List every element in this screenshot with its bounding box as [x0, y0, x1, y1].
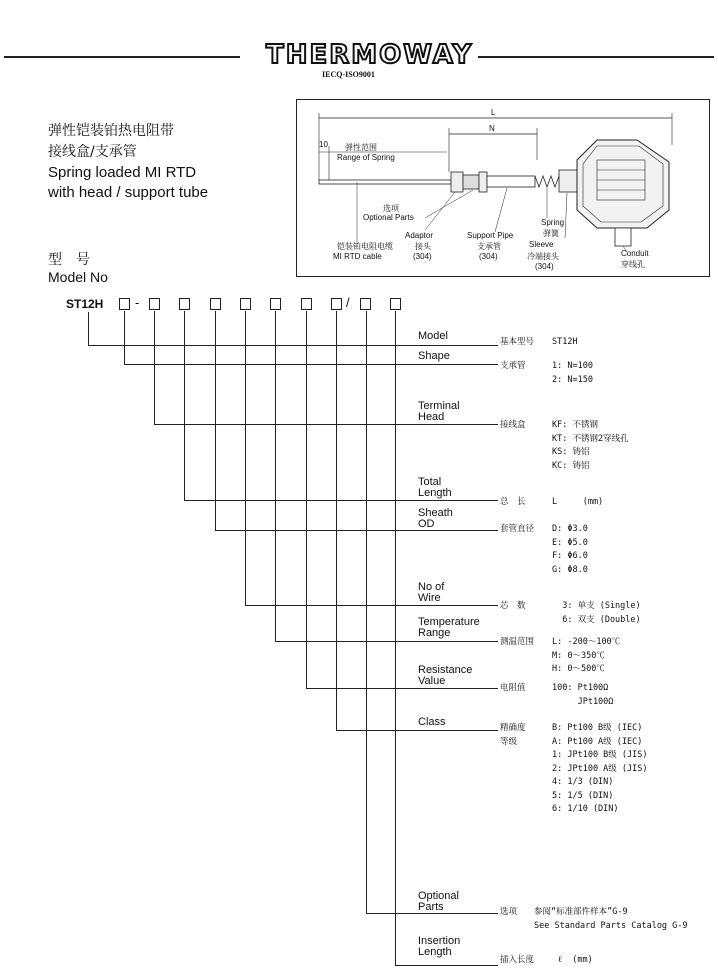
- tree-hline-length: [184, 500, 498, 501]
- tree-line-shape: [124, 311, 125, 364]
- row-values-shape: 1: N=100 2: N=150: [552, 361, 593, 385]
- row-values-optional-parts: 参阅“标准部件样本”G-9 See Standard Parts Catalog G-9: [534, 907, 688, 931]
- support-material: (304): [479, 252, 498, 261]
- title-en-line2: with head / support tube: [48, 184, 209, 201]
- code-box-head[interactable]: [149, 298, 160, 310]
- range-cn-label: 弹性范围: [345, 143, 377, 152]
- code-box-resistance[interactable]: [301, 298, 312, 310]
- product-diagram: [296, 99, 710, 277]
- tree-hline-insertion: [395, 965, 498, 966]
- tree-line-length: [184, 311, 185, 500]
- model-heading-en: Model No: [48, 269, 108, 285]
- row-cn-optional-parts: 选项: [500, 907, 518, 917]
- tree-line-wire: [245, 311, 246, 605]
- row-values-model: ST12H: [552, 337, 578, 347]
- dim-10-label: 10: [319, 140, 328, 149]
- row-label-resistance-value: Resistance Value: [418, 664, 473, 687]
- row-label-model: Model: [418, 330, 448, 342]
- row-label-total-length: Total Length: [418, 476, 452, 499]
- row-values-resistance-value: 100: Pt100Ω JPt100Ω: [552, 683, 614, 707]
- row-label-shape: Shape: [418, 350, 450, 362]
- adaptor-material: (304): [413, 252, 432, 261]
- row-label-terminal-head: Terminal Head: [418, 400, 460, 423]
- row-values-insertion-length: ℓ (mm): [558, 955, 593, 965]
- code-box-optional[interactable]: [360, 298, 371, 310]
- row-values-no-of-wire: 3: 单支 (Single) 6: 双支 (Double): [562, 601, 641, 625]
- row-cn-insertion-length: 插入长度: [500, 955, 535, 965]
- row-cn-shape: 支承管: [500, 361, 526, 371]
- brand-logo: THERMOWAY: [266, 40, 474, 70]
- tree-line-resistance: [306, 311, 307, 688]
- tree-hline-wire: [245, 605, 498, 606]
- optional-cn-label: 选项: [383, 204, 399, 213]
- dim-L-label: L: [491, 108, 496, 117]
- row-values-terminal-head: KF: 不锈钢 KT: 不锈钢2穿线孔 KS: 铸铝 KC: 铸铝: [552, 420, 629, 471]
- row-label-optional-parts: Optional Parts: [418, 890, 459, 913]
- certification-text: IECQ-ISO9001: [322, 70, 375, 79]
- tree-line-head: [154, 311, 155, 424]
- code-slash: /: [346, 295, 350, 310]
- code-box-shape[interactable]: [119, 298, 130, 310]
- tree-line-class: [336, 311, 337, 730]
- row-values-total-length: L (mm): [552, 497, 604, 507]
- title-en-line1: Spring loaded MI RTD: [48, 164, 197, 181]
- row-values-temperature-range: L: -200～100℃ M: 0～350℃ H: 0～500℃: [552, 637, 621, 674]
- row-label-sheath-od: Sheath OD: [418, 507, 453, 530]
- tree-hline-optional: [366, 913, 498, 914]
- header-rule-left: [4, 56, 240, 58]
- tree-hline-class: [336, 730, 498, 731]
- optional-en-label: Optional Parts: [363, 213, 414, 222]
- row-cn-terminal-head: 接线盒: [500, 420, 526, 430]
- model-heading: [48, 252, 108, 285]
- product-title: [48, 121, 208, 203]
- row-label-insertion-length: Insertion Length: [418, 935, 461, 958]
- row-cn-resistance-value: 电阻值: [500, 683, 526, 693]
- adaptor-cn-label: 接头: [415, 242, 431, 251]
- spring-cn-label: 弹簧: [543, 229, 559, 238]
- tree-hline-model: [88, 345, 498, 346]
- tree-hline-od: [215, 530, 498, 531]
- tree-hline-resistance: [306, 688, 498, 689]
- row-values-class: B: Pt100 B级 (IEC) A: Pt100 A级 (IEC) 1: JPt100 B级 (JIS) 2: JPt100 A级 (JIS) 4: 1/3 (DIN) 5: 1/5 (DIN) 6: 1/10 (DIN): [552, 723, 648, 814]
- sleeve-cn-label: 冷端接头: [527, 252, 559, 261]
- code-box-temp[interactable]: [270, 298, 281, 310]
- row-cn-class: 精确度 等级: [500, 723, 526, 747]
- row-label-temperature-range: Temperature Range: [418, 616, 480, 639]
- tree-hline-shape: [124, 364, 498, 365]
- cable-cn-label: 铠装铂电阻电缆: [337, 242, 393, 251]
- range-en-label: Range of Spring: [337, 153, 395, 162]
- row-label-no-of-wire: No of Wire: [418, 581, 445, 604]
- tree-hline-head: [154, 424, 498, 425]
- row-label-class: Class: [418, 716, 446, 728]
- tree-line-od: [215, 311, 216, 530]
- sleeve-material: (304): [535, 262, 554, 271]
- dim-N-label: N: [489, 124, 495, 133]
- conduit-cn-label: 穿线孔: [621, 260, 645, 269]
- tree-line-insertion: [395, 311, 396, 965]
- tree-line-model: [88, 312, 89, 345]
- title-cn-line1: 弹性铠装铂热电阻带: [48, 123, 174, 139]
- row-cn-model: 基本型号: [500, 337, 535, 347]
- code-box-od[interactable]: [210, 298, 221, 310]
- support-cn-label: 支承管: [477, 242, 501, 251]
- row-cn-total-length: 总 长: [500, 497, 526, 507]
- code-dash: -: [135, 295, 140, 310]
- support-en-label: Support Pipe: [467, 231, 514, 240]
- code-box-class[interactable]: [331, 298, 342, 310]
- header-rule-right: [478, 56, 714, 58]
- row-cn-sheath-od: 套管直径: [500, 524, 535, 534]
- spring-en-label: Spring: [541, 218, 565, 227]
- title-cn-line2: 接线盒/支承管: [48, 144, 137, 160]
- code-box-wire[interactable]: [240, 298, 251, 310]
- row-values-sheath-od: D: Φ3.0 E: Φ5.0 F: Φ6.0 G: Φ8.0: [552, 524, 588, 575]
- tree-line-temp: [275, 311, 276, 641]
- tree-hline-temp: [275, 641, 498, 642]
- row-cn-temperature-range: 测温范围: [500, 637, 535, 647]
- conduit-en-label: Conduit: [621, 249, 649, 258]
- model-heading-cn: 型 号: [48, 252, 90, 268]
- code-box-insertion[interactable]: [390, 298, 401, 310]
- tree-line-optional: [366, 311, 367, 913]
- cable-en-label: MI RTD cable: [333, 252, 382, 261]
- row-cn-no-of-wire: 芯 数: [500, 601, 526, 611]
- sleeve-en-label: Sleeve: [529, 240, 554, 249]
- code-box-length[interactable]: [179, 298, 190, 310]
- adaptor-en-label: Adaptor: [405, 231, 434, 240]
- model-code: ST12H: [66, 297, 104, 311]
